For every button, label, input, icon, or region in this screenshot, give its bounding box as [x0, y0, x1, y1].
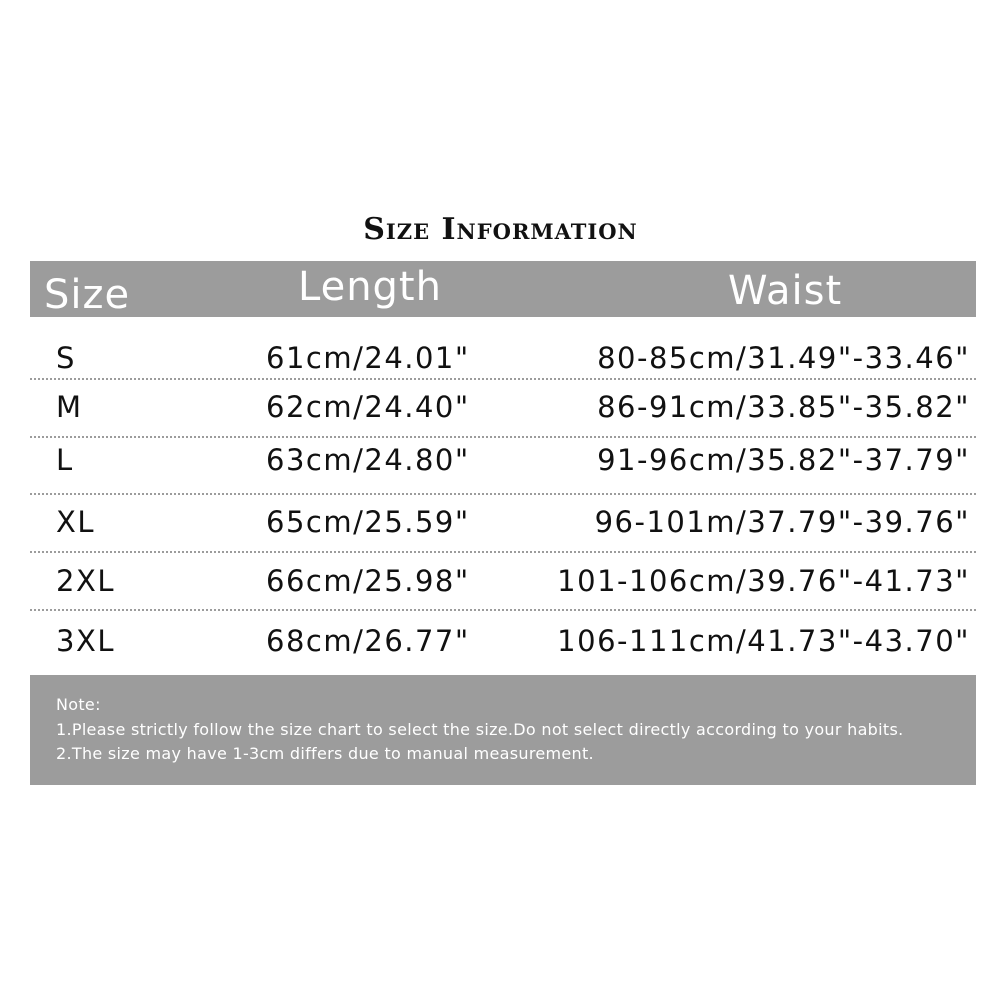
size-cell: S: [56, 341, 76, 375]
page-title: Size Information: [363, 212, 638, 247]
header-length: Length: [298, 264, 442, 310]
size-cell: 2XL: [56, 564, 115, 598]
note-line-1: 1.Please strictly follow the size chart to select the size.Do not select directly according to your habits.: [56, 720, 904, 739]
size-cell: 3XL: [56, 624, 115, 658]
row-divider: [30, 493, 976, 495]
waist-cell: 106-111cm/41.73"-43.70": [557, 624, 970, 658]
waist-cell: 96-101m/37.79"-39.76": [594, 505, 970, 539]
header-waist: Waist: [728, 268, 843, 314]
row-divider: [30, 436, 976, 438]
size-cell: XL: [56, 505, 96, 539]
row-divider: [30, 551, 976, 553]
row-divider: [30, 378, 976, 380]
table-header: [30, 261, 976, 317]
length-cell: 68cm/26.77": [266, 624, 470, 658]
waist-cell: 86-91cm/33.85"-35.82": [597, 390, 970, 424]
waist-cell: 91-96cm/35.82"-37.79": [597, 443, 970, 477]
header-size: Size: [44, 272, 131, 318]
length-cell: 65cm/25.59": [266, 505, 470, 539]
waist-cell: 80-85cm/31.49"-33.46": [597, 341, 970, 375]
note-label: Note:: [56, 695, 101, 714]
length-cell: 66cm/25.98": [266, 564, 470, 598]
size-cell: M: [56, 390, 83, 424]
length-cell: 63cm/24.80": [266, 443, 470, 477]
length-cell: 62cm/24.40": [266, 390, 470, 424]
size-cell: L: [56, 443, 74, 477]
note-box: [30, 675, 976, 785]
waist-cell: 101-106cm/39.76"-41.73": [557, 564, 970, 598]
note-line-2: 2.The size may have 1-3cm differs due to manual measurement.: [56, 744, 594, 763]
length-cell: 61cm/24.01": [266, 341, 470, 375]
row-divider: [30, 609, 976, 611]
